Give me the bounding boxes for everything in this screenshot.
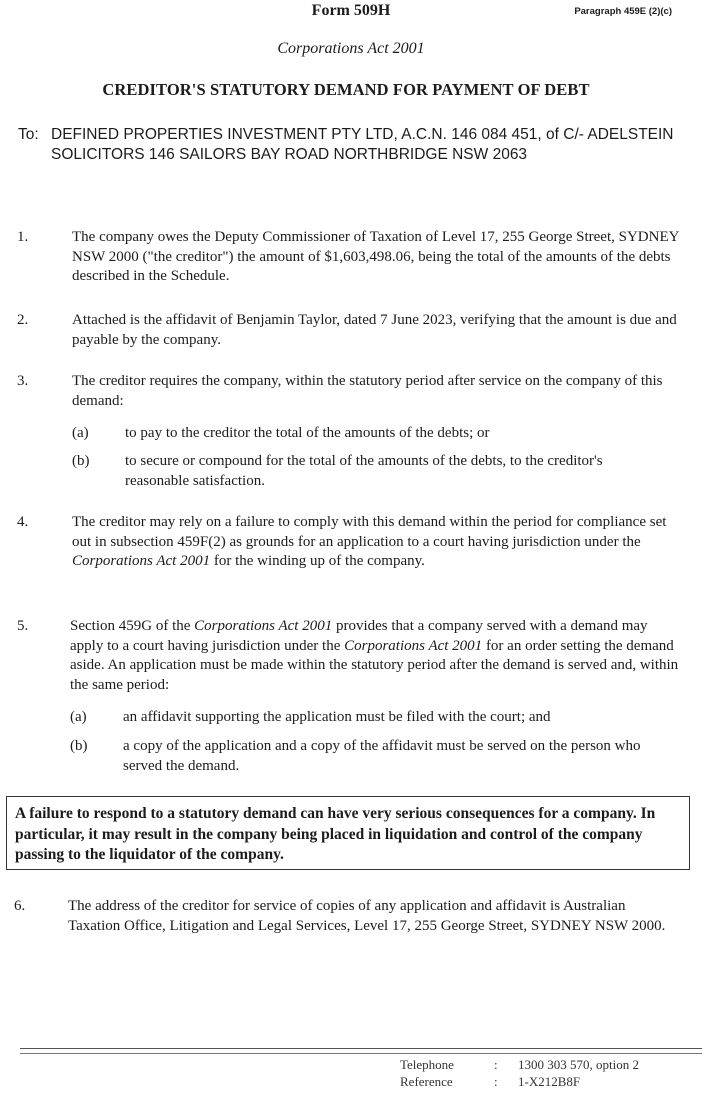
clause-number: 4. [17,514,29,530]
form-number: Form 509H [311,2,391,19]
telephone-label: Telephone [400,1057,454,1072]
clause-number: 3. [17,373,29,389]
sub-text: to pay to the creditor the total of the amounts of the debts; or [125,425,490,441]
sub-text: an affidavit supporting the application must be filed with the court; and [123,709,551,725]
sub-label: (a) [70,709,87,725]
sub-text: a copy of the application and a copy of the affidavit must be served on the person who served the demand. [123,738,641,774]
clause-text: The creditor may rely on a failure to comply with this demand within the period for compliance set out in subsection 459F(2) as grounds for an application to a court having jurisdiction under the Corporations Act 2001 for the winding up of the company. [72,514,667,569]
clause-number: 6. [14,898,26,914]
sub-text: to secure or compound for the total of the amounts of the debts, to the creditor's reasonable satisfaction. [125,453,603,489]
clause-text: The creditor requires the company, within the statutory period after service on the company of this demand: [72,373,663,409]
clause-number: 1. [17,229,29,245]
clause-text: Section 459G of the Corporations Act 2001 provides that a company served with a demand may apply to a court having jurisdiction under the Corporations Act 2001 for an order setting the demand aside. An application must be made within the statutory period after the demand is served and, within the same period: [70,618,679,693]
sub-label: (a) [72,425,89,441]
reference-separator: : [494,1074,498,1089]
clause-text: The address of the creditor for service of copies of any application and affidavit is Australian Taxation Office, Litigation and Legal Services, Level 17, 255 George Street, SYDNEY NSW 2000. [68,898,666,934]
sub-label: (b) [72,453,90,469]
addressee-text: DEFINED PROPERTIES INVESTMENT PTY LTD, A.C.N. 146 084 451, of C/- ADELSTEIN SOLICITORS 146 SAILORS BAY ROAD NORTHBRIDGE NSW 2063 [51,126,674,163]
footer-rule [20,1048,702,1049]
addressee [18,125,688,164]
clause-text: Attached is the affidavit of Benjamin Taylor, dated 7 June 2023, verifying that the amount is due and payable by the company. [72,312,677,348]
telephone-value: 1300 303 570, option 2 [518,1057,639,1072]
paragraph-reference: Paragraph 459E (2)(c) [574,6,672,17]
warning-box: A failure to respond to a statutory demand can have very serious consequences for a company. In particular, it may result in the company being placed in liquidation and control of the company passing to the liquidator of the company. [6,796,690,870]
clause-number: 2. [17,312,29,328]
reference-label: Reference [400,1074,453,1089]
clause-number: 5. [17,618,29,634]
telephone-separator: : [494,1057,498,1072]
addressee-label: To: [18,126,39,143]
sub-label: (b) [70,738,88,754]
footer-rule-thin [20,1053,702,1054]
act-name: Corporations Act 2001 [277,40,425,57]
document-title: CREDITOR'S STATUTORY DEMAND FOR PAYMENT OF DEBT [102,80,590,99]
reference-value: 1-X212B8F [518,1074,581,1089]
clause-text: The company owes the Deputy Commissioner of Taxation of Level 17, 255 George Street, SYDNEY NSW 2000 ("the creditor") the amount of $1,603,498.06, being the total of the amounts of the debts described in the Schedule. [72,229,679,284]
